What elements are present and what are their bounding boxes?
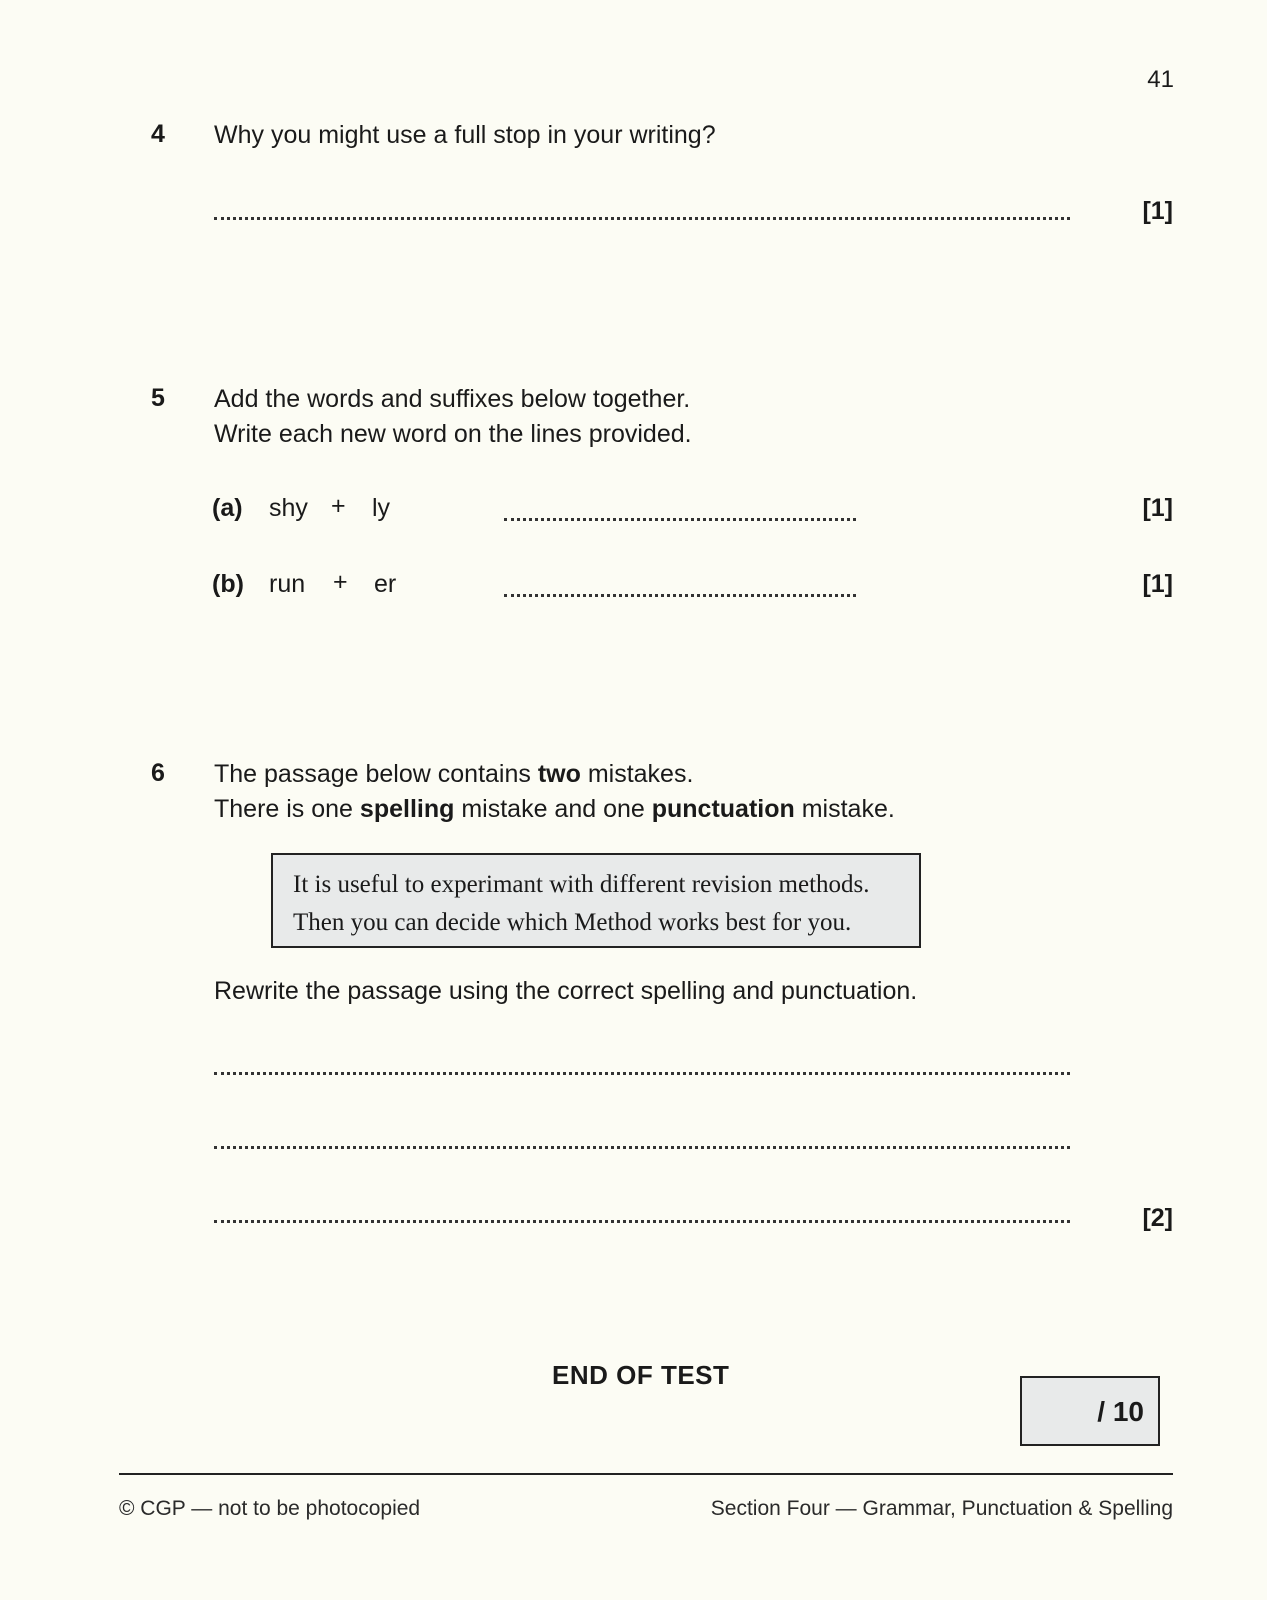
- passage-line-1: It is useful to experimant with different revision methods.: [293, 871, 870, 898]
- question-5a-plus: +: [331, 492, 346, 520]
- question-5-line-2: Write each new word on the lines provided.: [214, 420, 692, 448]
- question-6-answer-line-3[interactable]: [214, 1220, 1070, 1223]
- question-4-answer-line[interactable]: [214, 217, 1070, 220]
- question-5b-marks: [1]: [1142, 570, 1173, 598]
- question-6-line-1: The passage below contains two mistakes.: [214, 760, 694, 788]
- question-5a-label: (a): [212, 494, 243, 522]
- passage-box: [271, 853, 921, 948]
- footer-rule: [119, 1473, 1173, 1475]
- question-5a-word: shy: [269, 494, 308, 522]
- end-of-test-heading: END OF TEST: [552, 1360, 730, 1390]
- question-6-line-2: There is one spelling mistake and one punctuation mistake.: [214, 795, 895, 823]
- question-5b-label: (b): [212, 570, 244, 598]
- question-5a-marks: [1]: [1142, 494, 1173, 522]
- question-4-text: Why you might use a full stop in your writing?: [214, 121, 716, 149]
- passage-line-2: Then you can decide which Method works best for you.: [293, 909, 852, 936]
- question-6-instruction: Rewrite the passage using the correct spelling and punctuation.: [214, 977, 918, 1005]
- question-5-line-1: Add the words and suffixes below together.: [214, 385, 691, 413]
- score-box: / 10: [1020, 1376, 1160, 1446]
- footer-section-title: Section Four — Grammar, Punctuation & Spelling: [710, 1497, 1173, 1520]
- question-6-marks: [2]: [1142, 1204, 1173, 1232]
- question-4-marks: [1]: [1142, 197, 1173, 225]
- page-number: 41: [1147, 66, 1174, 93]
- question-6-answer-line-1[interactable]: [214, 1072, 1070, 1075]
- footer-copyright: © CGP — not to be photocopied: [119, 1497, 421, 1520]
- question-5b-answer-line[interactable]: [504, 594, 856, 597]
- question-5b-plus: +: [333, 568, 348, 596]
- question-5b-word: run: [269, 570, 306, 598]
- question-5a-answer-line[interactable]: [504, 518, 856, 521]
- question-6-number: 6: [151, 759, 165, 787]
- question-5-number: 5: [151, 384, 165, 412]
- question-5b-suffix: er: [374, 570, 397, 598]
- question-6-answer-line-2[interactable]: [214, 1146, 1070, 1149]
- question-5a-suffix: ly: [372, 494, 391, 522]
- question-4-number: 4: [151, 120, 165, 148]
